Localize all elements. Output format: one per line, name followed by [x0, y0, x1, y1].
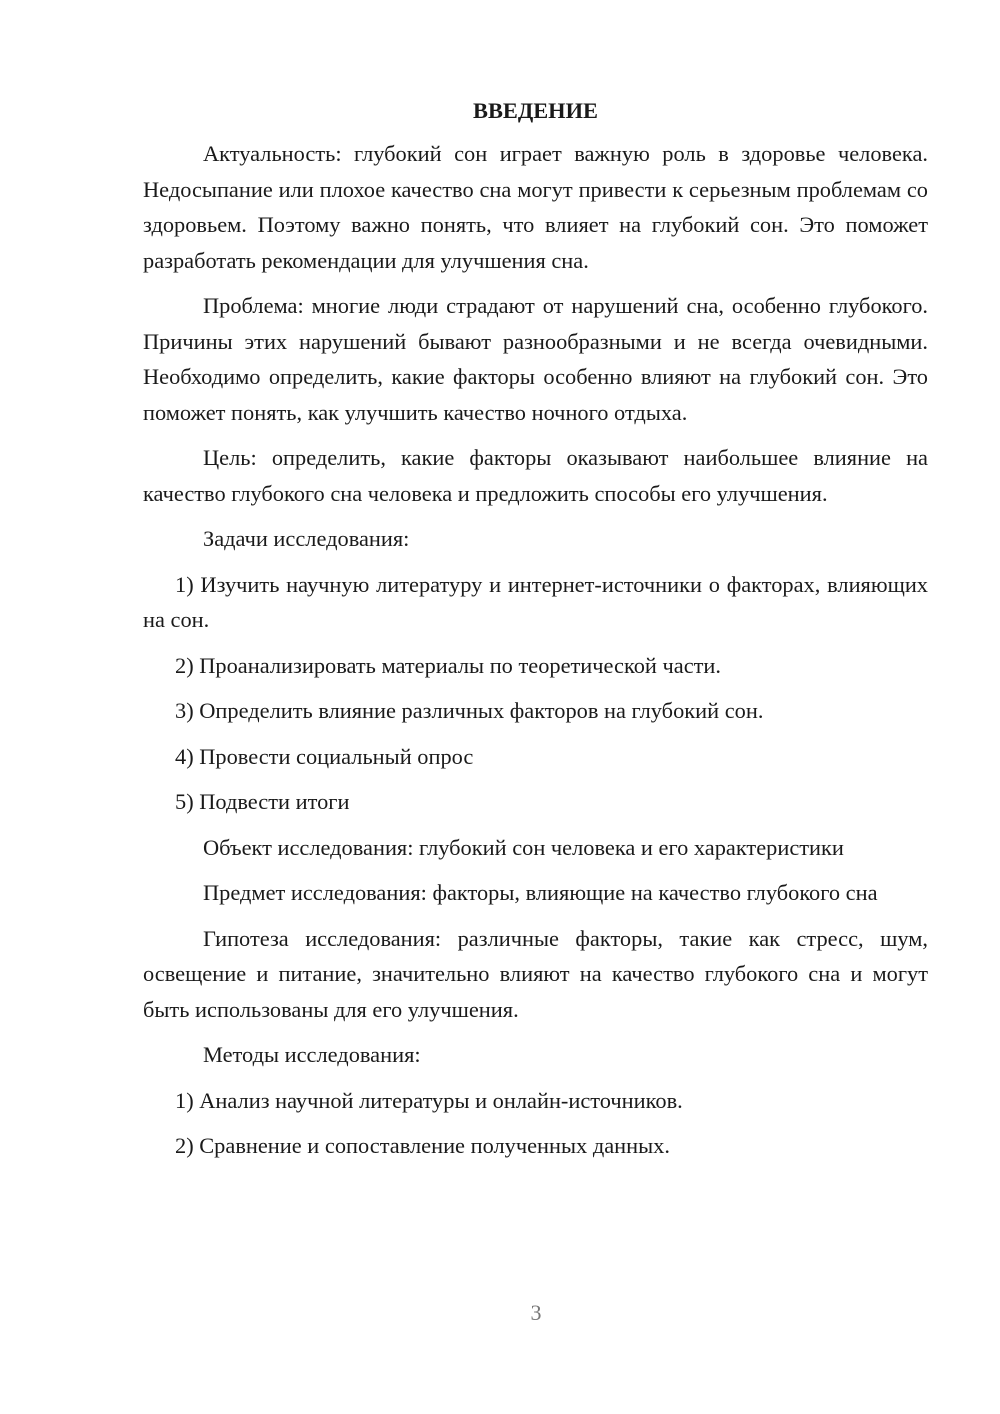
method-item: 1) Анализ научной литературы и онлайн-источников. — [175, 1087, 683, 1113]
page-number: 3 — [530, 1300, 542, 1325]
relevance-paragraph: Актуальность: глубокий сон играет важную роль в здоровье человека. Недосыпание или плохое качество сна могут привести к серьезным проблемам со здоровьем. Поэтому важно понять, что влияет на глубокий сон. Это поможет разработать рекомендации для улучшения сна. — [143, 141, 928, 273]
subject-paragraph: Предмет исследования: факторы, влияющие на качество глубокого сна — [203, 880, 878, 905]
task-item: 3) Определить влияние различных факторов на глубокий сон. — [175, 698, 764, 723]
task-item: 2) Проанализировать материалы по теоретической части. — [175, 652, 722, 678]
methods-heading: Методы исследования: — [203, 1042, 421, 1067]
method-item: 2) Сравнение и сопоставление полученных данных. — [175, 1133, 670, 1158]
tasks-heading: Задачи исследования: — [203, 526, 410, 551]
problem-paragraph: Проблема: многие люди страдают от нарушений сна, особенно глубокого. Причины этих нарушений бывают разнообразными и не всегда очевидными. Необходимо определить, какие факторы особенно влияют на глубокий сон. Это поможет понять, как улучшить качество ночного отдыха. — [143, 293, 928, 425]
task-item: 5) Подвести итоги — [175, 789, 350, 814]
hypothesis-paragraph: Гипотеза исследования: различные факторы, такие как стресс, шум, освещение и питание, значительно влияют на качество глубокого сна и могут быть использованы для его улучшения. — [143, 925, 928, 1022]
task-item: 1) Изучить научную литературу и интернет-источники о факторах, влияющих на сон. — [143, 571, 928, 632]
task-item: 4) Провести социальный опрос — [175, 743, 474, 769]
section-title: ВВЕДЕНИЕ — [473, 98, 598, 123]
page-content — [143, 95, 928, 1174]
object-paragraph: Объект исследования: глубокий сон человека и его характеристики — [203, 834, 844, 860]
goal-paragraph: Цель: определить, какие факторы оказывают наибольшее влияние на качество глубокого сна человека и предложить способы его улучшения. — [143, 445, 928, 506]
